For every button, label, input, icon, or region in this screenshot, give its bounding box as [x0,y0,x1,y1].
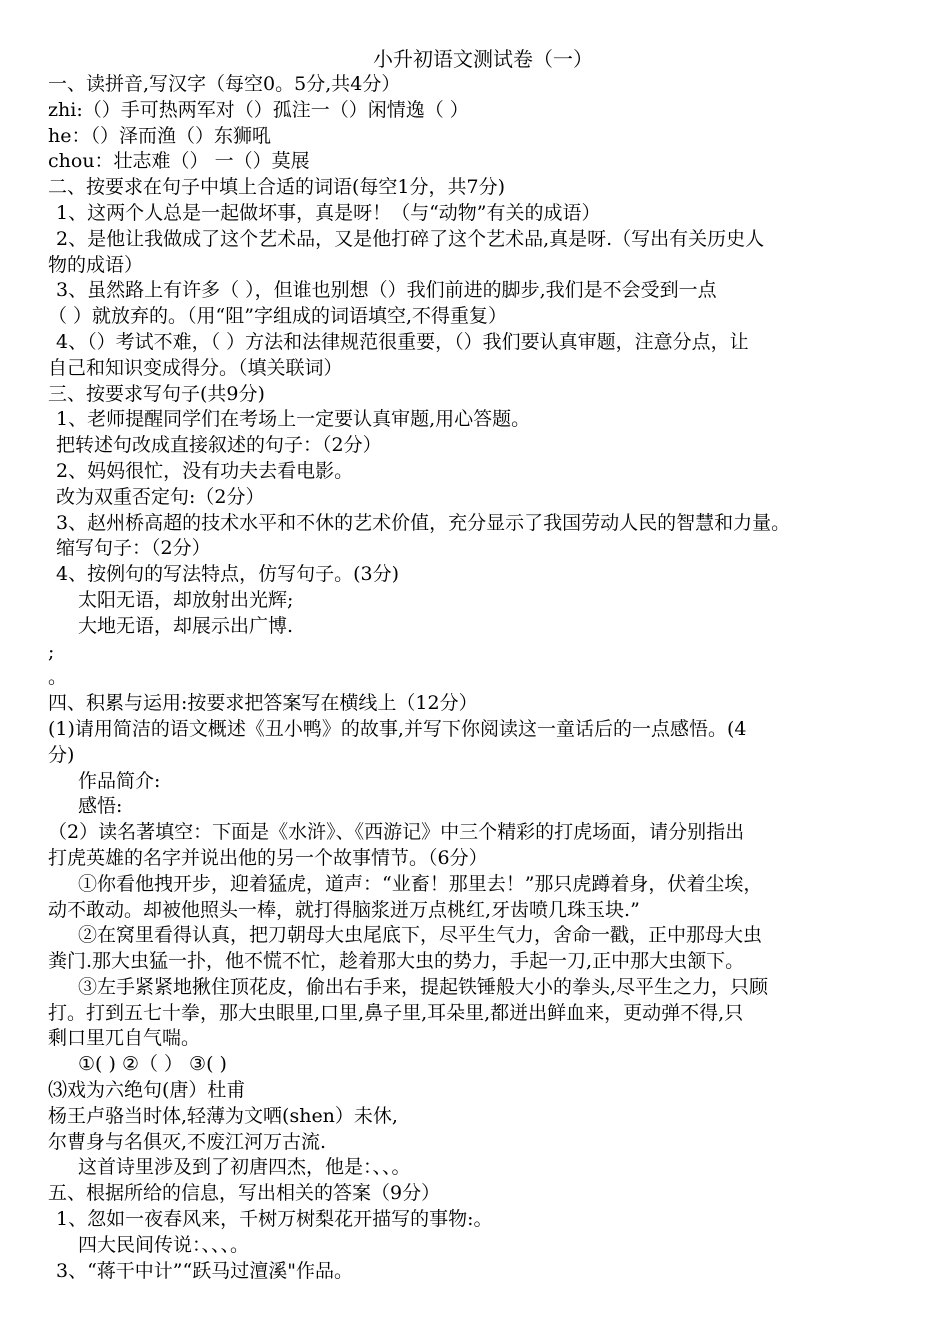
text-line: 4、（）考试不难，（ ）方法和法律规范很重要，（）我们要认真审题，注意分点，让 [56,330,749,353]
text-line: 把转述句改成直接叙述的句子：（2分） [56,434,382,457]
text-line: 。 [48,666,68,689]
text-line: 粪门.那大虫猛一扑，他不慌不忙，趁着那大虫的势力，手起一刀,正中那大虫颔下。 [48,950,745,973]
text-line: 动不敢动。却被他照头一棒，就打得脑浆迸万点桃红,牙齿喷几珠玉块.” [48,898,640,921]
text-line: zhi:（）手可热两军对（）孤注一（）闲情逸（ ） [48,98,469,121]
text-line: （ ）就放弃的。（用“阻”字组成的词语填空,不得重复） [48,305,508,328]
text-line: 杨王卢骆当时体,轻薄为文哂(shen）未休, [48,1104,398,1127]
text-line: 作品简介: [78,769,161,792]
text-line: 三、按要求写句子(共9分) [48,382,265,405]
text-line: 四大民间传说：、、、。 [78,1233,250,1256]
text-line: （2）读名著填空：下面是《水浒》、《西游记》中三个精彩的打虎场面，请分别指出 [48,821,745,844]
exam-body [48,72,918,1284]
text-line: ①( ) ②（ ） ③( ) [78,1053,227,1076]
text-line: 2、妈妈很忙，没有功夫去看电影。 [56,459,354,482]
text-line: 五、根据所给的信息，写出相关的答案（9分） [48,1182,441,1205]
text-line: 3、虽然路上有许多（ ），但谁也别想（）我们前进的脚步,我们是不会受到一点 [56,279,717,302]
text-line: 太阳无语，却放射出光辉; [78,588,294,611]
text-line: ①你看他拽开步，迎着猛虎，道声：“业畜！那里去！”那只虎蹲着身，伏着尘埃， [78,872,763,895]
text-line: ⑶戏为六绝句(唐）杜甫 [48,1079,246,1102]
text-line: 打。打到五七十拳，那大虫眼里,口里,鼻子里,耳朵里,都迸出鲜血来，更动弹不得,只 [48,1001,744,1024]
text-line: 3、“蒋干中计”“跃马过澶溪"作品。 [56,1259,353,1282]
text-line: 1、老师提醒同学们在考场上一定要认真审题,用心答题。 [56,408,531,431]
text-line: 4、按例句的写法特点，仿写句子。(3分) [56,563,400,586]
text-line: 3、赵州桥高超的技术水平和不休的艺术价值，充分显示了我国劳动人民的智慧和力量。 [56,511,791,534]
text-line: ③左手紧紧地揪住顶花皮，偷出右手来，提起铁锤般大小的拳头,尽平生之力，只顾 [78,975,769,998]
page-title: 小升初语文测试卷（一） [373,47,593,71]
text-line: 物的成语） [48,253,144,276]
exam-page [48,46,918,1284]
text-line: ②在窝里看得认真，把刀朝母大虫尾底下，尽平生气力，舍命一戳，正中那母大虫 [78,924,763,947]
text-line: 大地无语，却展示出广博. [78,614,294,637]
text-line: (1)请用简洁的语文概述《丑小鸭》的故事,并写下你阅读这一童话后的一点感悟。(4 [48,717,747,740]
text-line: 1、忽如一夜春风来，千树万树梨花开描写的事物:。 [56,1208,493,1231]
text-line: 打虎英雄的名字并说出他的另一个故事情节。（6分） [48,846,488,869]
text-line: 缩写句子：（2分） [56,537,211,560]
text-line: 1、这两个人总是一起做坏事，真是呀！（与“动物”有关的成语） [56,201,601,224]
text-line: 这首诗里涉及到了初唐四杰，他是：、、。 [78,1156,411,1179]
text-line: 自己和知识变成得分。（填关联词） [48,356,343,379]
text-line: 剩口里兀自气喘。 [48,1027,201,1050]
text-line: 四、积累与运用:按要求把答案写在横线上（12分） [48,692,478,715]
text-line: he：（）泽而渔（）东狮吼 [48,124,271,147]
text-line: 改为双重否定句:（2分） [56,485,265,508]
text-line: 分) [48,743,75,766]
text-line: 二、按要求在句子中填上合适的词语(每空1分，共7分) [48,176,506,199]
text-line: ; [48,640,55,663]
text-line: 感悟: [78,795,123,818]
text-line: chou：壮志难（） 一（）莫展 [48,150,310,173]
text-line: 2、是他让我做成了这个艺术品，又是他打碎了这个艺术品,真是呀.（写出有关历史人 [56,227,765,250]
text-line: 一、读拼音,写汉字（每空0。5分,共4分） [48,73,401,95]
text-line: 尔曹身与名俱灭,不废江河万古流. [48,1130,327,1153]
